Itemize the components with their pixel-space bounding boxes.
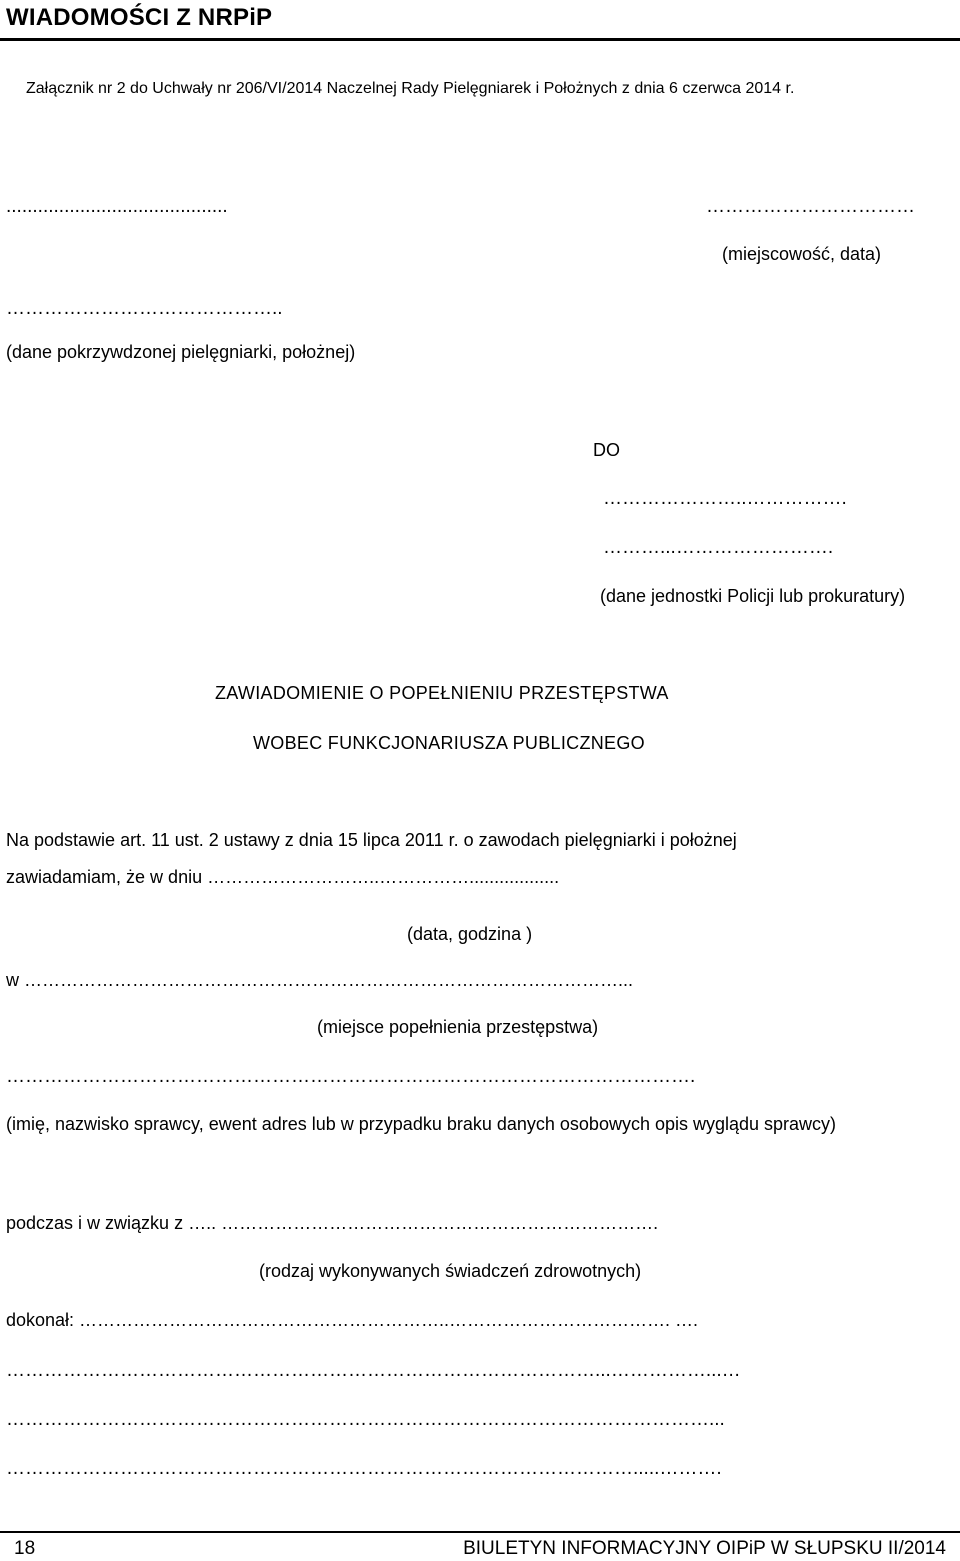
blank-recipient-2: ………...……………………. bbox=[603, 537, 834, 558]
recipient-caption: (dane jednostki Policji lub prokuratury) bbox=[600, 586, 906, 606]
blank-place-date: …………………………… bbox=[706, 196, 915, 217]
footer-divider bbox=[0, 1531, 960, 1533]
blank-description-3: ……………………………………………………………………………………….....………. bbox=[6, 1458, 722, 1479]
place-date-caption: (miejscowość, data) bbox=[722, 244, 882, 264]
to-label: DO bbox=[593, 440, 620, 460]
blank-recipient-1: …………………..……………. bbox=[603, 488, 847, 509]
header-divider bbox=[0, 38, 960, 41]
blank-sender: …………………………………….. bbox=[6, 298, 283, 319]
crime-place-line: w ………………………………………………………………………………………... bbox=[6, 970, 634, 990]
body-date-line: zawiadamiam, że w dniu ………………………..…………….................. bbox=[6, 867, 560, 887]
blank-left-top: .......................................... bbox=[6, 196, 228, 217]
crime-place-caption: (miejsce popełnienia przestępstwa) bbox=[317, 1017, 599, 1037]
page-header-title: WIADOMOŚCI Z NRPiP bbox=[6, 4, 273, 31]
document-title-line-2: WOBEC FUNKCJONARIUSZA PUBLICZNEGO bbox=[253, 733, 645, 753]
date-time-caption: (data, godzina ) bbox=[407, 924, 533, 944]
blank-description-2: …………………………………………………………………………………………………... bbox=[6, 1409, 725, 1430]
page-number: 18 bbox=[14, 1538, 36, 1559]
attachment-note: Załącznik nr 2 do Uchwały nr 206/VI/2014 Naczelnej Rady Pielęgniarek i Położnych z dnia 6 czerwca 2014 r. bbox=[26, 80, 795, 97]
perpetrator-caption: (imię, nazwisko sprawcy, ewent adres lub w przypadku braku danych osobowych opis wyglądu sprawcy) bbox=[6, 1114, 837, 1134]
body-legal-basis: Na podstawie art. 11 ust. 2 ustawy z dnia 15 lipca 2011 r. o zawodach pielęgniarki i położnej bbox=[6, 830, 737, 850]
services-caption: (rodzaj wykonywanych świadczeń zdrowotnych) bbox=[259, 1261, 642, 1281]
services-line: podczas i w związku z ….. ………………………………………………………………. bbox=[6, 1213, 659, 1233]
document-title-line-1: ZAWIADOMIENIE O POPEŁNIENIU PRZESTĘPSTWA bbox=[215, 683, 669, 703]
publication-name: BIULETYN INFORMACYJNY OIPiP W SŁUPSKU II/2014 bbox=[463, 1538, 946, 1559]
blank-perpetrator: ………………………………………………………………………………………………. bbox=[6, 1066, 696, 1087]
sender-caption: (dane pokrzywdzonej pielęgniarki, położnej) bbox=[6, 342, 356, 362]
blank-description-1: …………………………………………………………………………………...……………...… bbox=[6, 1360, 741, 1381]
committed-line: dokonał: ……………………………………………………..………………………………. …. bbox=[6, 1310, 699, 1330]
